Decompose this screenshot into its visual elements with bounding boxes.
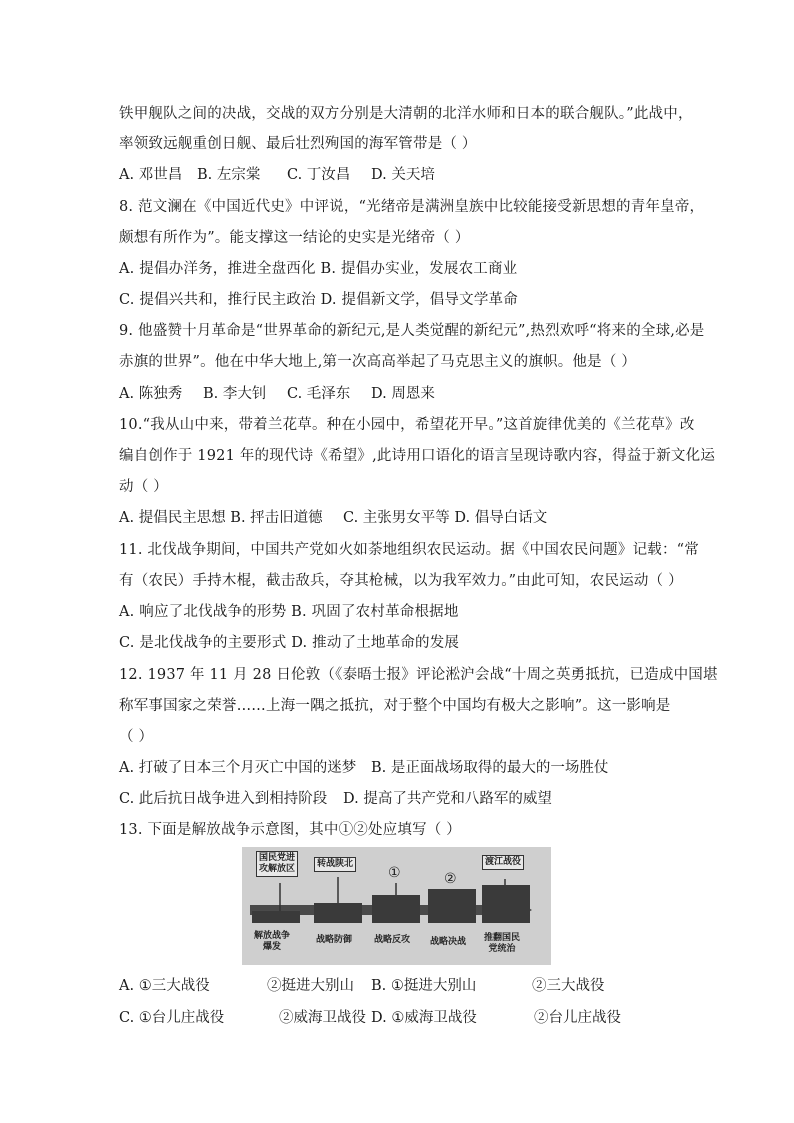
q7-option-b[interactable]: B. 左宗棠 (197, 167, 261, 183)
q12-line-2: 称军事国家之荣誉……上海一隅之抵抗，对于整个中国均有极大之影响”。这一影响是 (119, 698, 671, 714)
q12-option-b[interactable]: B. 是正面战场取得的最大的一场胜仗 (371, 760, 609, 776)
q9-line-2: 赤旗的世界”。他在中华大地上,第一次高高举起了马克思主义的旗帜。他是（ ） (119, 354, 637, 370)
q11-line-1: 11. 北伐战争期间，中国共产党如火如荼地组织农民运动。据《中国农民问题》记载：“常 (119, 542, 699, 558)
liberation-war-diagram (242, 847, 551, 965)
q9-option-c[interactable]: C. 毛泽东 (287, 386, 351, 402)
q13-option-b-2: ②三大战役 (532, 978, 605, 994)
q13-option-c-1[interactable]: C. ①台儿庄战役 (119, 1010, 225, 1026)
q8-options-ab[interactable]: A. 提倡办洋务，推进全盘西化 B. 提倡办实业，发展农工商业 (119, 261, 518, 277)
q9-option-b[interactable]: B. 李大钊 (203, 386, 267, 402)
marker-2: ② (444, 871, 457, 887)
q10-line-1: 10.“我从山中来，带着兰花草。种在小园中，希望花开早。”这首旋律优美的《兰花草》改 (119, 417, 695, 433)
step-block-4 (428, 889, 476, 923)
q13-line: 13. 下面是解放战争示意图，其中①②处应填写（ ） (119, 822, 461, 838)
q12-option-a[interactable]: A. 打破了日本三个月灭亡中国的迷梦 (119, 760, 357, 776)
q8-options-cd[interactable]: C. 提倡兴共和，推行民主政治 D. 提倡新文学，倡导文学革命 (119, 292, 518, 308)
step-block-2 (314, 903, 362, 923)
q12-option-d[interactable]: D. 提高了共产党和八路军的威望 (343, 791, 552, 807)
q12-line-3: （ ） (119, 729, 154, 745)
q12-line-1: 12. 1937 年 11 月 28 日伦敦（《泰晤士报》评论淞沪会战“十周之英勇抵抗，已造成中国堪 (119, 667, 718, 683)
q13-option-c-2: ②威海卫战役 (279, 1010, 366, 1026)
q13-option-a-2: ②挺进大别山 (267, 978, 354, 994)
box-yangtze-crossing: 渡江战役 (482, 855, 524, 870)
label-overthrow-line-1: 推翻国民 (484, 933, 521, 943)
q11-line-2: 有（农民）手持木棍，截击敌兵，夺其枪械，以为我军效力。”由此可知，农民运动（ ） (119, 573, 683, 589)
label-war-outbreak-line-2: 爆发 (263, 942, 282, 952)
box-nationalist-attack (256, 851, 298, 877)
q12-option-c[interactable]: C. 此后抗日战争进入到相持阶段 (119, 791, 328, 807)
q10-line-2: 编自创作于 1921 年的现代诗《希望》,此诗用口语化的语言呈现诗歌内容，得益于新文化运 (119, 448, 716, 464)
q11-options-ab[interactable]: A. 响应了北伐战争的形势 B. 巩固了农村革命根据地 (119, 604, 459, 620)
marker-1: ① (388, 865, 401, 881)
box-shaanbei: 转战陕北 (314, 857, 356, 872)
label-overthrow (484, 933, 520, 955)
q7-option-d[interactable]: D. 关天培 (371, 167, 435, 183)
label-strategic-decisive: 战略决战 (430, 937, 467, 947)
box-nationalist-attack-line-1: 国民党进 (259, 853, 296, 863)
label-overthrow-line-2: 党统治 (488, 944, 516, 954)
q13-option-b-1[interactable]: B. ①挺进大别山 (371, 978, 477, 994)
q10-options-ab[interactable]: A. 提倡民主思想 B. 抨击旧道德 (119, 510, 323, 526)
q9-option-a[interactable]: A. 陈独秀 (119, 386, 183, 402)
box-nationalist-attack-line-2: 攻解放区 (259, 864, 296, 874)
label-war-outbreak (254, 931, 290, 953)
q11-options-cd[interactable]: C. 是北伐战争的主要形式 D. 推动了土地革命的发展 (119, 635, 460, 651)
step-block-1 (252, 911, 300, 923)
q13-option-d-2: ②台儿庄战役 (534, 1010, 621, 1026)
q9-option-d[interactable]: D. 周恩来 (371, 386, 435, 402)
q7-option-a[interactable]: A. 邓世昌 (119, 167, 183, 183)
q10-line-3: 动（ ） (119, 479, 168, 495)
step-block-5 (482, 885, 530, 923)
label-war-outbreak-line-1: 解放战争 (254, 931, 291, 941)
q7-line-1: 铁甲舰队之间的决战，交战的双方分别是大清朝的北洋水师和日本的联合舰队。”此战中， (119, 106, 693, 122)
q7-line-2: 率领致远舰重创日舰、最后壮烈殉国的海军管带是（ ） (119, 136, 477, 152)
q7-option-c[interactable]: C. 丁汝昌 (287, 167, 351, 183)
q8-line-2: 颇想有所作为”。能支撑这一结论的史实是光绪帝（ ） (119, 230, 470, 246)
q10-options-cd[interactable]: C. 主张男女平等 D. 倡导白话文 (343, 510, 548, 526)
q13-option-d-1[interactable]: D. ①威海卫战役 (371, 1010, 477, 1026)
step-block-3 (372, 895, 420, 923)
label-strategic-counteroffensive: 战略反攻 (374, 935, 411, 945)
q13-option-a-1[interactable]: A. ①三大战役 (119, 978, 210, 994)
q8-line-1: 8. 范文澜在《中国近代史》中评说，“光绪帝是满洲皇族中比较能接受新思想的青年皇帝， (119, 199, 705, 215)
q9-line-1: 9. 他盛赞十月革命是“世界革命的新纪元,是人类觉醒的新纪元”,热烈欢呼“将来的全球,必是 (119, 323, 705, 339)
label-strategic-defense: 战略防御 (316, 935, 353, 945)
